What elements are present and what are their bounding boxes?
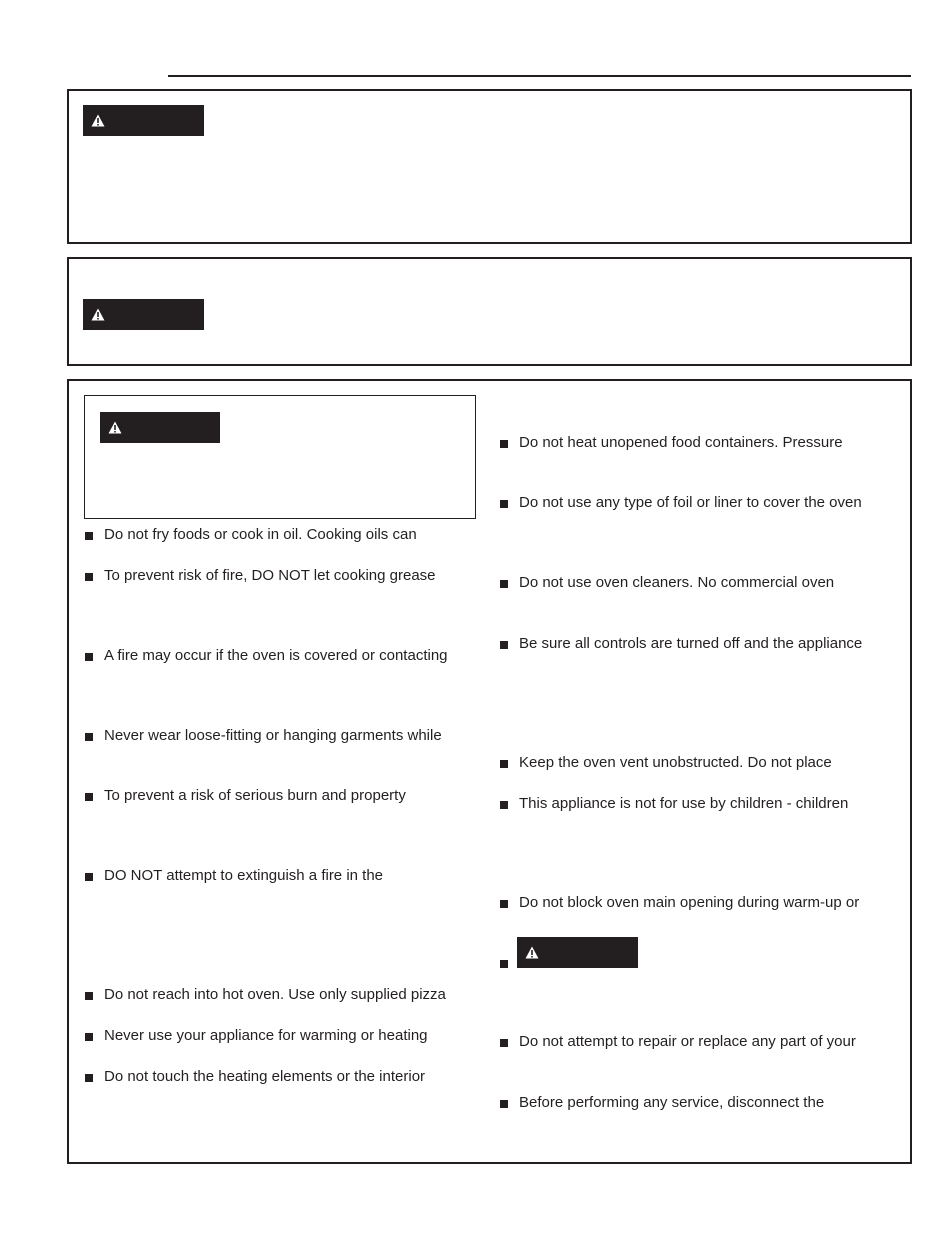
bullet-square-icon <box>85 733 93 741</box>
bullet-square-icon <box>500 641 508 649</box>
bullet-square-icon <box>85 793 93 801</box>
bullet-square-icon <box>500 801 508 809</box>
warning-badge <box>100 412 220 443</box>
warning-triangle-icon <box>525 946 539 959</box>
bullet-square-icon <box>85 573 93 581</box>
warning-triangle-icon <box>91 308 105 321</box>
bullet-square-icon <box>500 500 508 508</box>
warning-badge <box>83 105 204 136</box>
bullet-square-icon <box>500 760 508 768</box>
bullet-square-icon <box>85 653 93 661</box>
bullet-square-icon <box>500 580 508 588</box>
bullet-square-icon <box>500 1039 508 1047</box>
bullet-square-icon <box>500 900 508 908</box>
warning-triangle-icon <box>91 114 105 127</box>
warning-badge <box>517 937 638 968</box>
bullet-square-icon <box>85 873 93 881</box>
bullet-square-icon <box>500 440 508 448</box>
header-rule <box>168 75 911 77</box>
bullet-square-icon <box>500 960 508 968</box>
bullet-square-icon <box>500 1100 508 1108</box>
bullet-square-icon <box>85 1074 93 1082</box>
bullet-square-icon <box>85 1033 93 1041</box>
warning-badge <box>83 299 204 330</box>
bullet-square-icon <box>85 992 93 1000</box>
bullet-square-icon <box>85 532 93 540</box>
warning-triangle-icon <box>108 421 122 434</box>
